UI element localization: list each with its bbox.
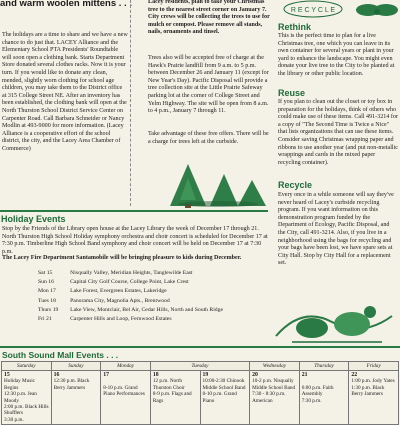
calendar-event: 6:00 p.m. Faith Assembly — [301, 384, 334, 398]
schedule-day: Fri 21 — [38, 316, 52, 323]
calendar-event: 8-10 p.m. Grand Piano — [202, 391, 237, 404]
schedule-row — [38, 270, 264, 277]
calendar-cell — [200, 371, 250, 425]
calendar-date: 19 — [202, 372, 209, 378]
santamobile-paragraph: The Lacey Fire Department Santamobile will be bringing pleasure to kids during December. — [2, 255, 242, 261]
mall-events-heading: South Sound Mall Events . . . — [2, 350, 119, 360]
santamobile-schedule — [36, 268, 266, 325]
calendar-event: Holiday Music Begins — [4, 378, 35, 391]
calendar-date: 17 — [103, 372, 110, 378]
calendar-event: 2:00 p.m. Black Hills Shufflers — [4, 404, 49, 417]
schedule-day: Tues 18 — [38, 297, 56, 304]
calendar-date: 15 — [4, 372, 10, 378]
holiday-events-heading: Holiday Events — [1, 214, 66, 224]
calendar-event: 1:30 p.m. Black Berry Jammers — [351, 384, 385, 398]
section-rule — [0, 210, 268, 212]
tree-pickup-paragraph: Lacey residents, plan to take your Christmas tree to the nearest street corner on January 7. City crews will be collecting the trees to use for mulch or compost. Please remove all stands, nails, ornaments and tinsel. — [148, 0, 270, 36]
schedule-places: Capital City Golf Course, College Point, Lake Crest — [70, 279, 189, 286]
calendar-event: 3:30 p.m. — [4, 416, 24, 423]
schedule-places: Lake Forest, Evergreen Estates, Lakeridge — [70, 288, 167, 295]
calendar-day-header: Friday — [349, 362, 399, 371]
santa-sleigh-illustration — [272, 296, 400, 346]
clothing-bank-paragraph: The holidays are a time to share and we have a new chance to do just that. LACEY Alliance and the Elementary School PTA Presidents' Roundtable will soon open a clothing bank. Starts Department Store donated several clothes racks. Now it is your turn. If you would like to donate any clean, mended, slightly worn clothing for school age children, you may take them to the District office at 315 College Street NE. After an inventory has been established, the clothing bank will open at the North Thurston School District Service Center on Carpenter Road. Call Barbara Schneider or Nancy Modlin at 493-9000 for more information. (Lacey Alliance is a cooperative effort of the school district, the city, and the Lacey Area Chamber of Commerce) — [2, 32, 128, 152]
calendar-date: 18 — [152, 372, 159, 378]
calendar-event: 1:00 p.m. Jody Yates — [351, 378, 395, 385]
rethink-paragraph: This is the perfect time to plan for a live Christmas tree, one which you can leave in its own container for several years or plant in your yard to enhance the landscape. You might even donate your live tree to the City to be planted at the library or other public location. — [278, 33, 395, 77]
schedule-places: Nisqually Valley, Meridian Heights, Tanglewilde East — [70, 270, 193, 276]
calendar-day-header: Saturday — [2, 362, 52, 371]
schedule-row — [38, 316, 264, 323]
calendar-day-header: Thursday — [299, 362, 349, 371]
schedule-row — [38, 288, 264, 295]
schedule-day: Thurs 19 — [38, 306, 59, 313]
schedule-day: Mon 17 — [38, 288, 56, 295]
rethink-heading: Rethink — [278, 22, 312, 32]
calendar-event: 7:30 - 8:30 p.m. American — [252, 391, 286, 404]
svg-text:R E C Y C L E: R E C Y C L E — [290, 7, 336, 14]
schedule-row — [38, 307, 264, 314]
calendar-day-header: Tuesday — [150, 362, 249, 371]
holly-icon — [352, 0, 400, 22]
calendar-event: 10-2 p.m. Nisqually Middle School Band — [252, 378, 296, 391]
recycle-logo-icon — [283, 0, 343, 18]
column-divider — [130, 0, 131, 206]
calendar-event: 12:30 p.m. Jean Moody — [4, 391, 37, 404]
mall-events-calendar — [1, 361, 399, 425]
schedule-places: Carpenter Hills and Loop, Fernwood Estates — [70, 316, 172, 323]
schedule-row — [38, 298, 264, 305]
calendar-cell — [250, 371, 300, 425]
calendar-cell — [150, 371, 200, 425]
calendar-cell — [51, 371, 101, 425]
reuse-paragraph: If you plan to clean out the closet or toy box in preparation for the holidays, think of others who could make use of these items. Call 491-3214 for a copy of "The Second Time is Twice a Nice" that lists organizations that can use these items. Consider saving Christmas wrapping paper and ribbons to use another year (and put non-metallic wrappings and cards in the mixed paper recycling container). — [278, 99, 398, 166]
free-offers-paragraph: Take advantage of these free offers. There will be a charge for trees left at the curbside. — [148, 131, 269, 145]
schedule-places: Lake View, Montclair, Bel Air, Cedar Hills, North and South Ridge — [70, 306, 224, 313]
calendar-date: 22 — [351, 372, 358, 378]
calendar-event: 12:30 p.m. Black Berry Jammers — [53, 378, 90, 391]
recycle-heading: Recycle — [278, 180, 313, 190]
calendar-event: 10:00-2:30 Chinook Middle School Band — [202, 378, 246, 391]
calendar-day-header: Monday — [101, 362, 151, 371]
reuse-heading: Reuse — [278, 88, 306, 98]
calendar-date: 20 — [252, 372, 258, 378]
calendar-event: 12 p.m. North Thurston Choir — [152, 378, 185, 391]
headline: and warm woolen mittens . . . — [0, 0, 132, 9]
calendar-cell — [299, 371, 349, 425]
tree-dropoff-paragraph: Trees also will be accepted free of charge at the Hawk's Prairie landfill from 9 a.m. to 5 p.m. between December 26 and January 11 (except for New Year's Day). Pacific Disposal will provide a tree collection site at the Little Prairie Safeway parking lot at the corner of College Street and Yelm Highway. The site will be open from 8 a.m. to 4 p.m., January 7 through 11. — [148, 55, 269, 115]
holiday-events-paragraph: Stop by the Friends of the Library open house at the Lacey Library the week of December 17 through 21. North Thurston High School Holiday symphony orchestra and choir concert is scheduled for December 17 at 7:30 p.m. Timberline High School Band symphony and choir concert will be held on December 17 at 7:30 p.m. — [2, 226, 268, 255]
section-rule — [0, 346, 400, 348]
calendar-cell — [101, 371, 151, 425]
schedule-day: Sun 16 — [38, 279, 54, 286]
calendar-cell — [2, 371, 52, 425]
calendar-event: 8-9 p.m. Flags and Rags — [152, 391, 192, 404]
christmas-tree-illustration — [150, 160, 270, 208]
schedule-day: Sat 15 — [38, 270, 53, 276]
calendar-day-header: Wednesday — [250, 362, 300, 371]
calendar-date: 21 — [301, 372, 308, 378]
calendar-event: 8-10 p.m. Grand Piano Performances — [103, 384, 145, 398]
calendar-date: 16 — [53, 372, 60, 378]
schedule-row — [38, 279, 264, 286]
calendar-cell — [349, 371, 399, 425]
calendar-day-header: Sunday — [51, 362, 101, 371]
schedule-places: Panorama City, Magnolia Apts., Brentwood — [70, 297, 170, 304]
calendar-event: 7:30 p.m. — [301, 397, 322, 404]
recycle-paragraph: Every once in a while someone will say they've never heard of Lacey's curbside recycling program. If you want information on this demonstration program funded by the Department of Ecology, Pacific Disposal, and the City, call 491-3214. Also, if you live in a neighborhood using the bags for recycling and your bags have been lost, we have spare sets at City Hall. Stop by City Hall for a replacement set. — [278, 192, 394, 267]
